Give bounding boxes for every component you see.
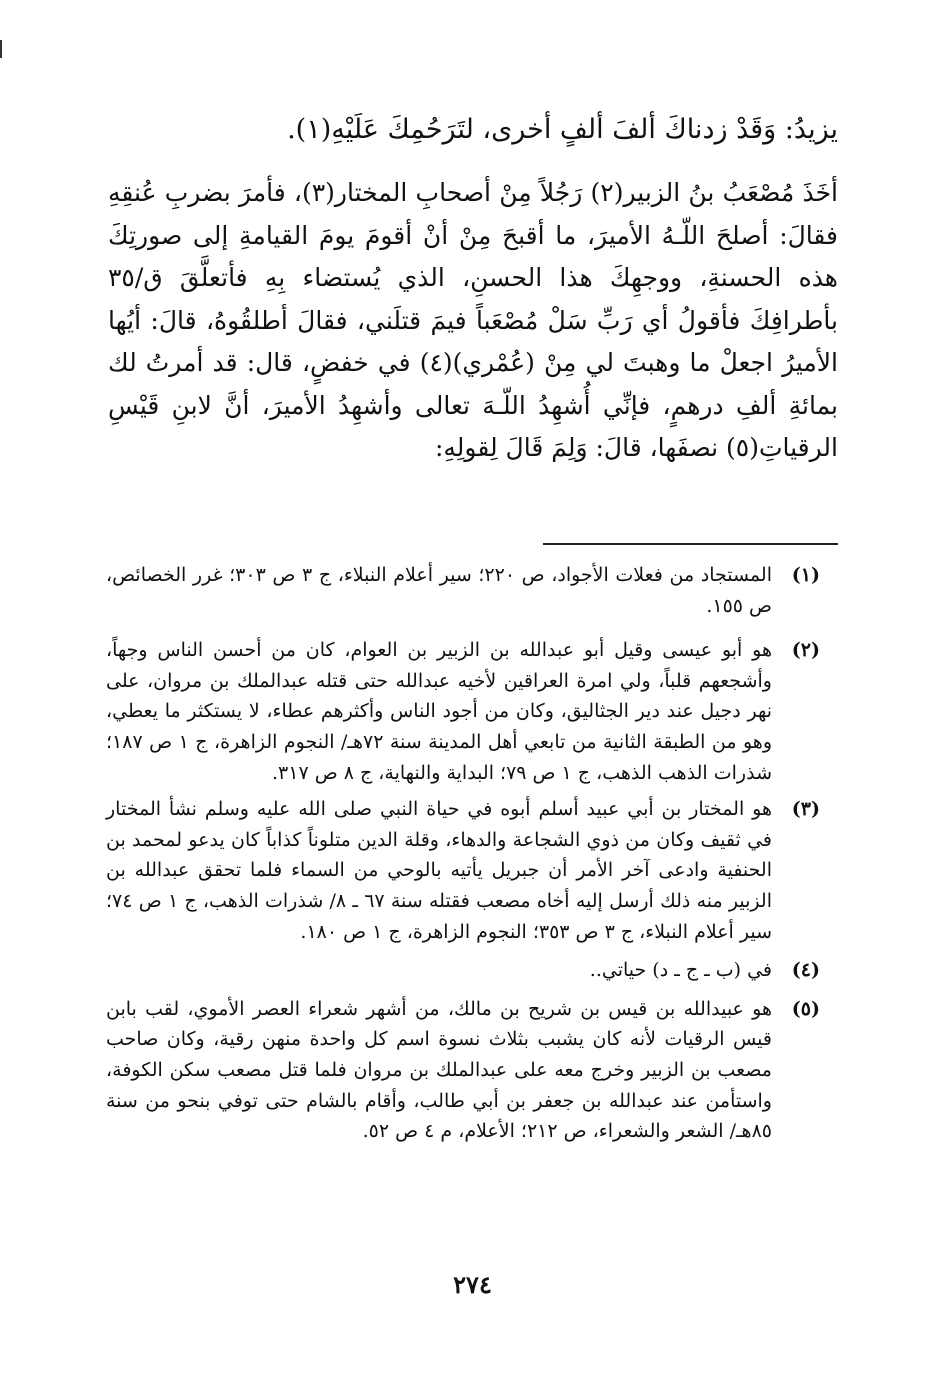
footnote-2 bbox=[106, 635, 820, 788]
footnote-number: (٥) bbox=[791, 997, 820, 1020]
footnote-text: هو المختار بن أبي عبيد أسلم أبوه في حياة النبي صلى الله عليه وسلم نشأ المختار في ثقيف وكان من ذوي الشجاعة والدهاء، وقلة الدين متلوناً كذاباً كان يدعو لمحمد بن الحنفية وادعى آخر الأمر أن جبريل يأتيه بالوحي من السماء فلما تحقق عبدالله بن الزبير منه ذلك أرسل إليه أخاه مصعب فقتله سنة ٦٧ ـ ٨/ شذرات الذهب، ج ١ ص ٧٤؛ سير أعلام النبلاء، ج ٣ ص ٣٥٣؛ النجوم الزاهرة، ج ١ ص ١٨٠. bbox=[106, 798, 772, 943]
footnote-number: (٣) bbox=[791, 798, 820, 821]
footnote-text: هو أبو عيسى وقيل أبو عبدالله بن الزبير بن العوام، كان من أحسن الناس وجهاً، وأشجعهم قلباً، ولي امرة العراقين لأخيه عبدالله حتى قتله عبدالملك بن مروان، على نهر دجيل عند دير الجثاليق، وكان من أجود الناس وأكثرهم عطاء، لا يستكثر ما يعطي، وهو من الطبقة الثانية من تابعي أهل المدينة سنة ٧٢هـ/ النجوم الزاهرة، ج ١ ص ١٨٧؛ شذرات الذهب الذهب، ج ١ ص ٧٩؛ البداية والنهاية، ج ٨ ص ٣١٧. bbox=[106, 639, 772, 784]
footnote-number: (١) bbox=[791, 564, 820, 586]
footnotes-section bbox=[106, 560, 820, 1155]
footnote-5 bbox=[106, 994, 820, 1147]
footnote-text: هو عبيدالله بن قيس بن شريح بن مالك، من أشهر شعراء العصر الأموي، لقب بابن قيس الرقيات لأنه كان يشبب بثلاث نسوة اسم كل واحدة منهن رقية، وكان صاحب مصعب بن الزبير وخرج معه على عبدالملك بن مروان فلما قتل مصعب سكن الكوفة، واستأمن عند عبدالله بن جعفر بن أبي طالب، وأقام بالشام حتى توفي بنحو من سنة ٨٥هـ/ الشعر والشعراء، ص ٢١٢؛ الأعلام، م ٤ ص ٥٢. bbox=[106, 997, 772, 1143]
footnote-4 bbox=[106, 955, 820, 986]
footnote-3 bbox=[106, 794, 820, 947]
footnote-divider bbox=[543, 543, 838, 545]
footnote-text: المستجاد من فعلات الأجواد، ص ٢٢٠؛ سير أعلام النبلاء، ج ٣ ص ٣٠٣؛ غرر الخصائص، ص ١٥٥. bbox=[106, 564, 772, 617]
opening-line: يزيدُ: وَقَدْ زدناكَ ألفَ ألفٍ أخرى، لتَرَحُمِكَ عَلَيْهِ(١). bbox=[287, 114, 838, 145]
page-number: ٢٧٤ bbox=[453, 1270, 492, 1299]
footnote-1 bbox=[106, 560, 820, 621]
main-paragraph: أخَذَ مُصْعَبُ بنُ الزبير(٢) رَجُلاً مِنْ أصحابِ المختار(٣)، فأمرَ بضربِ عُنقِهِ فقالَ: أصلحَ اللّـهُ الأميرَ، ما أقبحَ مِنْ أنْ أقومَ يومَ القيامةِ إلى صورتِكَ هذه الحسنةِ، ووجهِكَ هذا الحسنِ، الذي يُستضاء بِهِ فأتعلَّقَ ق/٣٥ بأطرافِكَ فأقولُ أي رَبِّ سَلْ مُصْعَباً فيمَ قتلَني، فقالَ أطلقُوهُ، قالَ: أيُها الأميرُ اجعلْ ما وهبتَ لي مِنْ (عُمْري)(٤) في خفضٍ، قال: قد أمرتُ لك بمائةِ ألفِ درهمٍ، فإنِّي أُشهِدُ اللّـهَ تعالى وأشهِدُ الأميرَ، أنَّ لابنِ قَيْسِ الرقياتِ(٥) نصفَها، قالَ: وَلِمَ قَالَ لِقولِهِ: bbox=[108, 178, 839, 462]
footnote-number: (٢) bbox=[791, 639, 820, 662]
footnote-number: (٤) bbox=[791, 959, 820, 982]
footnote-text: في (ب ـ ج ـ د) حياتي.. bbox=[589, 959, 772, 982]
margin-mark bbox=[0, 40, 2, 58]
